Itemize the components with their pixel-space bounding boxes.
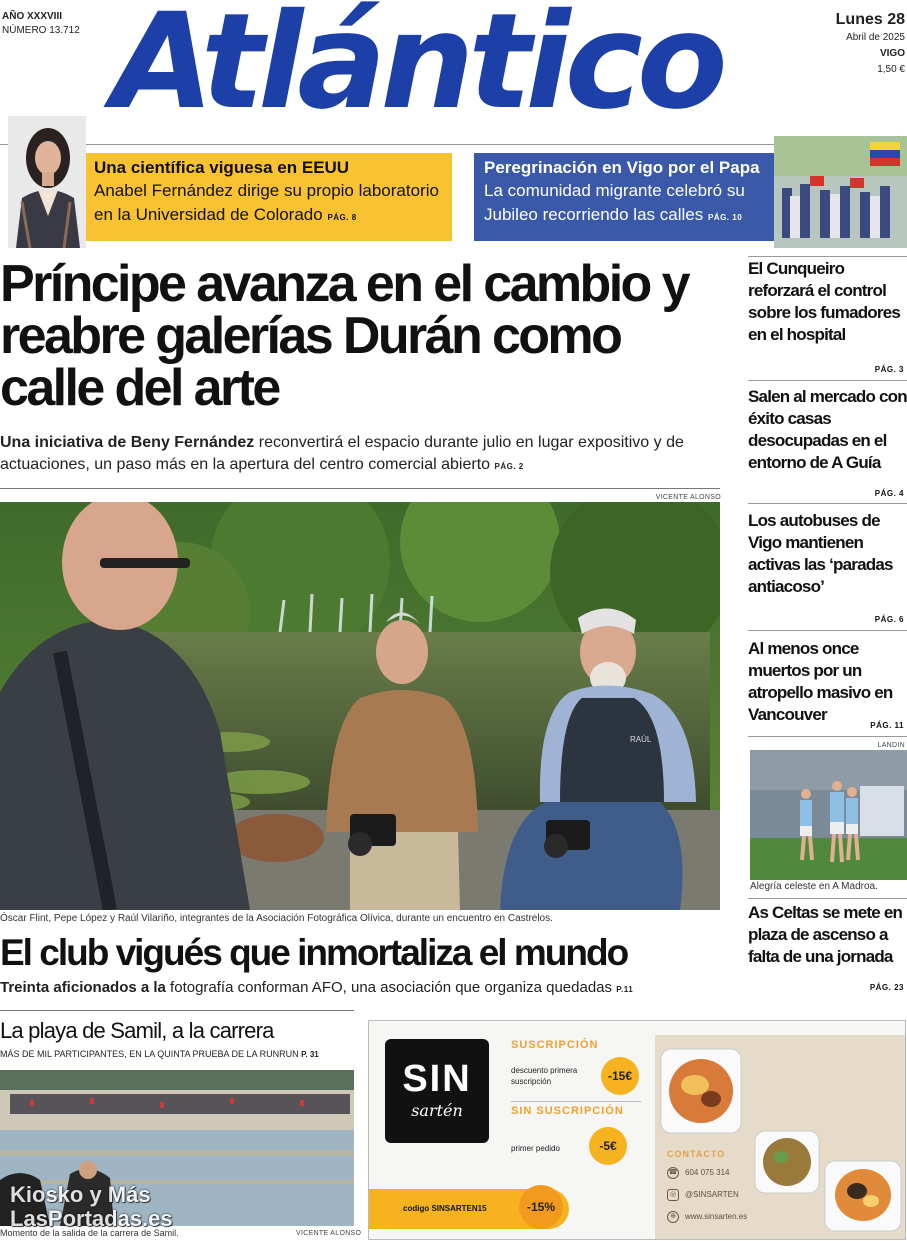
sidebar-item-text: Salen al mercado con éxito casas desocupadas en el entorno de A Guía: [748, 387, 907, 472]
year-label: AÑO XXXVIII: [2, 11, 63, 22]
sidebar-rule: [748, 630, 907, 631]
second-deck-text: fotografía conforman AFO, una asociación que organiza quedadas: [165, 979, 613, 996]
ad-logo: [385, 1039, 489, 1143]
globe-icon: ⊕: [667, 1211, 679, 1223]
ad-subscription-label: descuento primera suscripción: [511, 1066, 578, 1086]
sidebar-item-text: Los autobuses de Vigo mantienen activas las ‘paradas antiacoso’: [748, 511, 893, 596]
page-ref: PÁG. 8: [327, 213, 357, 222]
sidebar-item-buses[interactable]: [748, 510, 907, 626]
side-photo-caption: Alegría celeste en A Madroa.: [750, 881, 878, 892]
sidebar-item-text: Al menos once muertos por un atropello masivo en Vancouver: [748, 639, 893, 724]
pilgrimage-crowd-photo: [774, 136, 907, 248]
sin-sarten-ad[interactable]: [368, 1020, 906, 1240]
ad-badge-5: -5€: [589, 1127, 627, 1165]
page-ref: PÁG. 11: [870, 721, 904, 730]
teaser-text: La comunidad migrante celebró su Jubileo recorriendo las calles: [484, 181, 745, 224]
second-deck: [0, 979, 633, 996]
lead-headline[interactable]: Príncipe avanza en el cambio y reabre galerías Durán como calle del arte: [0, 255, 688, 417]
ad-nosub-heading: SIN SUSCRIPCIÓN: [511, 1105, 624, 1117]
sidebar-item-cunqueiro[interactable]: [748, 258, 907, 376]
instagram-icon: ◎: [667, 1189, 679, 1201]
samil-sub-text: MÁS DE MIL PARTICIPANTES, EN LA QUINTA PRUEBA DE LA RUNRUN: [0, 1049, 299, 1059]
photo-credit: VICENTE ALONSO: [655, 494, 721, 501]
ad-divider: [511, 1101, 641, 1102]
watermark-line-1: Kiosko y Más: [10, 1182, 151, 1207]
masthead-issue-info: [2, 10, 80, 38]
phone-icon: ☎: [667, 1167, 679, 1179]
photo-caption: Óscar Flint, Pepe López y Raúl Vilariño, integrantes de la Asociación Fotográfica Olívica, durante un encuentro en Castrelos.: [0, 913, 553, 924]
page-ref: PÁG. 2: [494, 462, 524, 471]
page-ref: PÁG. 6: [874, 615, 904, 624]
page-ref: PÁG. 4: [874, 489, 904, 498]
section-rule: [0, 1010, 354, 1011]
watermark-line-2: LasPortadas.es: [10, 1206, 173, 1231]
ad-web-text: www.sinsarten.es: [685, 1212, 748, 1222]
samil-headline[interactable]: La playa de Samil, a la carrera: [0, 1018, 274, 1043]
sidebar-item-text: El Cunqueiro reforzará el control sobre los fumadores en el hospital: [748, 259, 901, 344]
ad-logo-sin: SIN: [402, 1058, 472, 1100]
page-ref: PÁG. 23: [869, 983, 904, 992]
samil-caption: Momento de la salida de la carrera de Samil.: [0, 1228, 179, 1238]
ad-food-photos: [655, 1035, 905, 1239]
sidebar-item-houses[interactable]: [748, 386, 907, 500]
ad-badge-15-percent: -15%: [519, 1185, 563, 1229]
sidebar-item-celtas[interactable]: [748, 902, 907, 994]
ad-nosub-label: primer pedido: [511, 1144, 560, 1153]
teaser-title: Peregrinación en Vigo por el Papa: [484, 158, 760, 177]
teaser-title: Una científica viguesa en EEUU: [94, 158, 350, 177]
page-ref: PÁG. 3: [874, 365, 904, 374]
newspaper-logo[interactable]: Atlántico: [112, 0, 722, 139]
date-month: Abril de 2025: [846, 32, 905, 43]
sidebar-rule: [748, 380, 907, 381]
lead-deck: [0, 432, 730, 478]
lead-deck-text: reconvertirá el espacio durante julio en lugar expositivo y de actuaciones, un paso más en la apertura del centro comercial abierto: [0, 434, 684, 473]
samil-subhead: [0, 1049, 319, 1059]
sidebar-rule: [748, 256, 907, 257]
side-photo-credit: LANDIN: [877, 742, 905, 749]
football-celebration-photo: [750, 750, 907, 880]
sidebar-item-vancouver[interactable]: [748, 638, 907, 732]
second-deck-bold: Treinta aficionados a la: [0, 979, 166, 996]
page-ref: PÁG. 10: [707, 213, 743, 222]
page-ref: P.11: [616, 985, 634, 994]
issue-number: NÚMERO 13.712: [2, 25, 80, 36]
ad-logo-sarten: sartén: [411, 1101, 463, 1120]
lead-deck-bold: Una iniciativa de Beny Fernández: [0, 434, 255, 451]
price: 1,50 €: [877, 64, 905, 75]
photographers-photo: [0, 502, 720, 910]
samil-credit: VICENTE ALONSO: [296, 1230, 362, 1237]
vest-label: RAÚL: [630, 735, 652, 744]
masthead-date-info: [836, 10, 905, 78]
masthead-rule: [0, 144, 907, 145]
ad-instagram-text: @SINSARTEN: [685, 1190, 739, 1200]
second-headline[interactable]: El club vigués que inmortaliza el mundo: [0, 932, 628, 973]
teaser-scientist[interactable]: [86, 153, 452, 241]
scientist-portrait-photo: [8, 116, 86, 248]
section-rule: [0, 488, 720, 489]
ad-badge-15: -15€: [601, 1057, 639, 1095]
date-day: Lunes 28: [835, 11, 905, 28]
teaser-text: Anabel Fernández dirige su propio laboratorio en la Universidad de Colorado: [94, 181, 439, 224]
sidebar-item-text: As Celtas se mete en plaza de ascenso a falta de una jornada: [748, 903, 903, 966]
ad-contact-heading: CONTACTO: [667, 1149, 726, 1159]
ad-phone-text: 604 075 314: [685, 1168, 730, 1178]
sidebar-rule: [748, 736, 907, 737]
teaser-pilgrimage[interactable]: [474, 153, 774, 241]
page-ref: P. 31: [301, 1050, 319, 1059]
sidebar-rule: [748, 898, 907, 899]
watermark: [10, 1183, 173, 1231]
edition-city: VIGO: [879, 48, 905, 59]
ad-subscription-heading: SUSCRIPCIÓN: [511, 1039, 599, 1051]
ad-code-text: codigo SINSARTEN15: [403, 1204, 487, 1213]
sidebar-rule: [748, 503, 907, 504]
